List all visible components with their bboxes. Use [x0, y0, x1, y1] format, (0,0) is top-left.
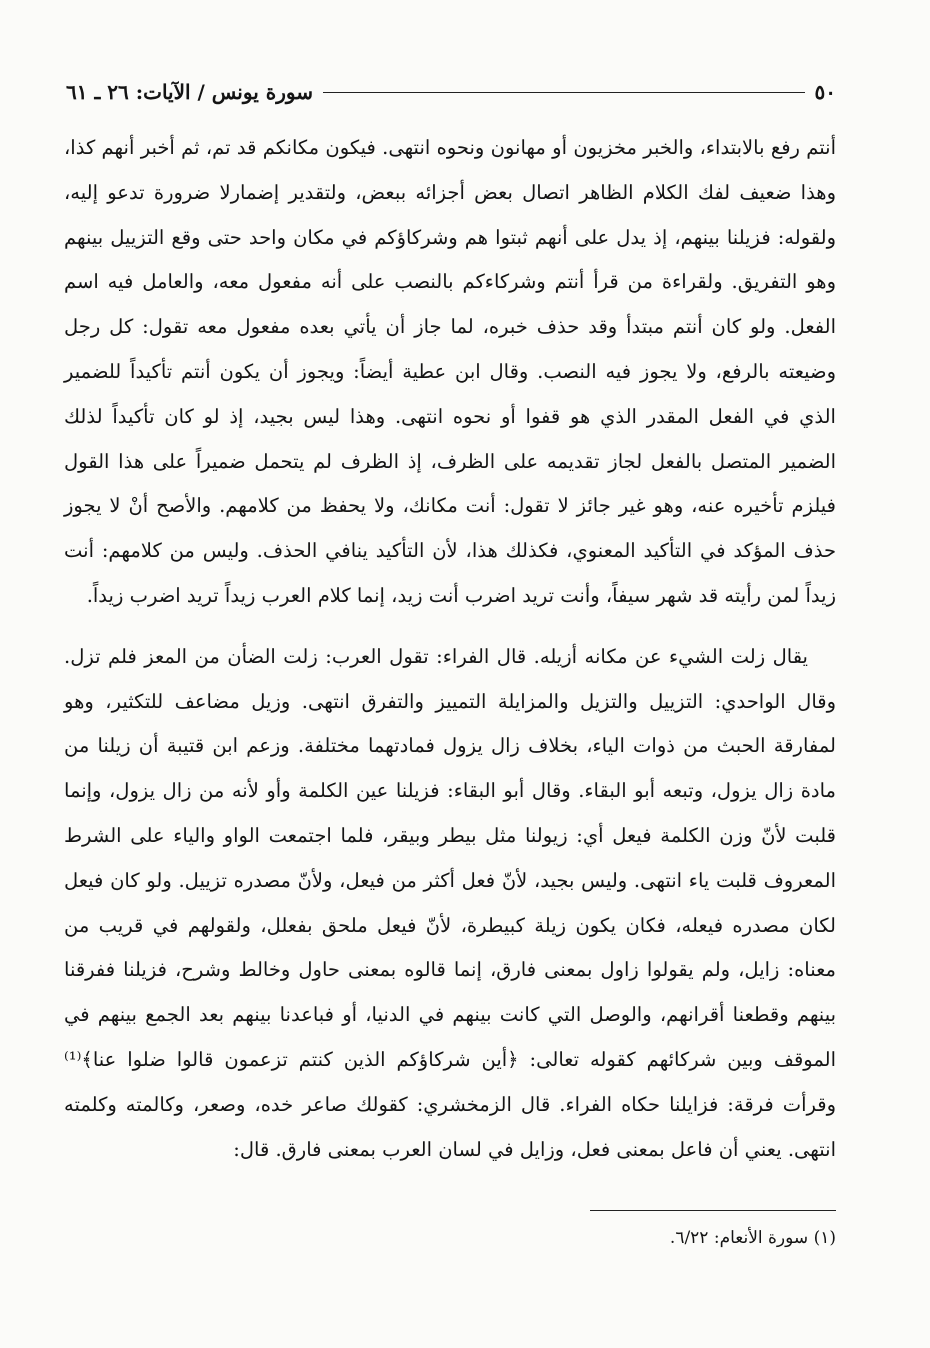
text-line: للتكثير، وهو لمفارقة الحبث من ذوات الياء، بخلاف زال يزول فمادتهما مختلفة. وزعم — [64, 689, 836, 758]
text-line: فلم تزل. وقال الواحدي: التزييل والتزيل والمزايلة التمييز والتفرق انتهى. وزيل مضاعف — [64, 644, 837, 713]
footnote-rule — [590, 1210, 836, 1211]
text-line: تعالى: ﴿أين شركاؤكم الذين كنتم تزعمون قالوا ضلوا عنا﴾⁽¹⁾ وقرأت فرقة: فزايلنا حكاه — [64, 1047, 836, 1116]
text-line: ابن قتيبة أن زيلنا من مادة زال يزول، وتبعه أبو البقاء. وقال أبو البقاء: فزيلنا عين الكلمة — [64, 734, 836, 803]
text-line: كانت بينهم في الدنيا، أو فباعدنا بينهم بعد الجمع بينهم في الموقف وبين شركائهم كقوله — [64, 1003, 836, 1071]
header-rule — [323, 92, 805, 93]
running-title: سورة يونس / الآيات: ٢٦ ـ ٦١ — [66, 80, 313, 104]
text-line: زيداً. — [86, 583, 124, 607]
text-line: أخبر أنهم كذا، وهذا ضعيف لفك الكلام الظاهر اتصال بعض أجزائه ببعض، ولتقدير — [64, 136, 837, 204]
page-number: ٥٠ — [814, 80, 836, 104]
text-line: نحوه انتهى. وهذا ليس بجيد، إذ لو كان تأكيداً لذلك الضمير المتصل بالفعل لجاز تقديمه — [64, 404, 837, 473]
text-line: وأو لأنه من زال يزول، وإنما قلبت لأنّ وزن الكلمة فيعل أي: زيولنا مثل بيطر وبيقر، فلما — [64, 779, 836, 847]
text-line: أن يأتي بعده مفعول معه تقول: كل رجل وضيعته بالرفع، ولا يجوز فيه النصب. وقال ابن — [64, 315, 837, 383]
text-line: التأكيد المعنوي، فكذلك هذا، لأن التأكيد ينافي الحذف. وليس من كلامهم: أنت زيداً — [64, 539, 836, 607]
text-line: يقال زلت الشيء عن مكانه أزيله. قال الفراء: تقول العرب: زلت الضأن من المعز — [144, 644, 808, 668]
text-line: على أنه مفعول معه، والعامل فيه اسم الفعل. ولو كان أنتم مبتدأ وقد حذف خبره، لما جاز — [64, 270, 836, 339]
main-text — [64, 126, 836, 1172]
text-line: اجتمعت الواو والياء على الشرط المعروف قلبت ياء انتهى. وليس بجيد، لأنّ فعل أكثر من — [64, 823, 836, 892]
text-line: أنتم رفع بالابتداء، والخبر مخزيون أو مهانون ونحوه انتهى. فيكون مكانكم قد تم، ثم — [181, 136, 836, 159]
text-line: إضمارلا ضرورة تدعو إليه، ولقوله: فزيلنا بينهم، إذ يدل على أنهم ثبتوا هم وشركاؤكم في — [64, 180, 836, 249]
text-line: الفراء. قال الزمخشري: كقولك صاعر خده، وصعر، وكالمته وكلمته انتهى. يعني أن — [64, 1092, 836, 1161]
running-header — [66, 76, 836, 108]
text-line: لأنّ فيعل ملحق بفعلل، ولقولهم في قريب من معناه: زايل، ولم يقولوا زاول بمعنى فارق، — [64, 913, 836, 982]
paragraph-2 — [64, 635, 836, 1173]
text-line: فيعل، ولأنّ مصدره تزييل. ولو كان فيعل لكان مصدره فيعله، فكان يكون زيلة كبيطرة، — [64, 868, 837, 937]
text-line: على الظرف، إذ الظرف لم يتحمل ضميراً على هذا القول فيلزم تأخيره عنه، وهو غير جائز — [64, 449, 836, 518]
footnote: (١) سورة الأنعام: ٦/٢٢. — [669, 1228, 836, 1248]
text-line: لا تقول: أنت مكانك، ولا يحفظ من كلامهم. والأصح أنْ لا يجوز حذف المؤكد في — [64, 494, 837, 563]
text-line: مكان واحد حتى وقع التزييل بينهم وهو التفريق. ولقراءة من قرأ أنتم وشركاءكم بالنصب — [64, 225, 836, 294]
text-line: فاعل بمعنى فعل، وزايل في لسان العرب بمعنى فارق. قال: — [233, 1137, 713, 1161]
paragraph-1 — [64, 126, 836, 619]
text-line: لمن رأيته قد شهر سيفاً، وأنت تريد اضرب أنت زيد، إنما كلام العرب زيداً تريد اضرب — [129, 583, 800, 607]
text-line: عطية أيضاً: ويجوز أن يكون أنتم تأكيداً للضمير الذي في الفعل المقدر الذي هو قفوا أو — [64, 359, 836, 428]
text-line: إنما قالوه بمعنى حاول وخالط وشرح، فزيلنا ففرقنا بينهم وقطعنا أقرانهم، والوصل التي — [64, 958, 837, 1027]
